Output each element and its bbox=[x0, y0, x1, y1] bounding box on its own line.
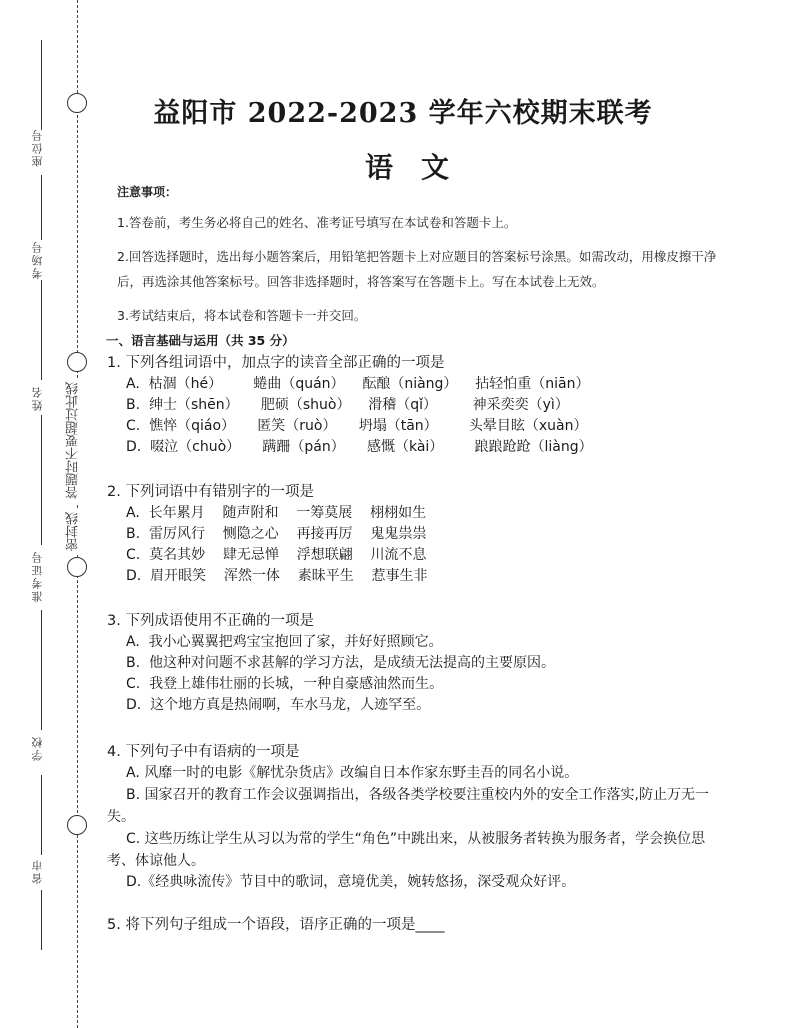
seat-number-label: 座位号 bbox=[31, 128, 44, 167]
binding-hole bbox=[67, 557, 87, 577]
no-writing-notice: 答题时不要超过此线 bbox=[64, 378, 83, 503]
section-heading: 一、语言基础与运用（共 35 分） bbox=[106, 333, 295, 348]
option-b: B. 雷厉风行 恻隐之心 再接再厉 鬼鬼祟祟 bbox=[126, 526, 427, 542]
question-stem: 3. 下列成语使用不正确的一项是 bbox=[107, 613, 314, 629]
option-b: B. 他这种对问题不求甚解的学习方法，是成绩无法提高的主要原因。 bbox=[126, 655, 555, 671]
instruction-item: 2.回答选择题时，选出每小题答案后，用铅笔把答题卡上对应题目的答案标号涂黑。如需改动，用橡皮擦干净后，再选涂其他答案标号。回答非选择题时，将答案写在答题卡上。写在本试卷上无效。 bbox=[117, 249, 717, 289]
option-d: D. 眉开眼笑 浑然一体 素昧平生 惹事生非 bbox=[126, 568, 428, 584]
option-b: B. 绅士（shēn） 肥硕（shuò） 滑稽（qǐ） 神采奕奕（yì） bbox=[126, 397, 569, 413]
option-c: C. 这些历练让学生从习以为常的学生“角色”中跳出来，从被服务者转换为服务者，学会换位思考、体谅他人。 bbox=[107, 831, 706, 869]
margin-line bbox=[41, 775, 42, 855]
seal-line-label: 密封线 bbox=[64, 508, 83, 555]
option-a: A. 我小心翼翼把鸡宝宝抱回了家，并好好照顾它。 bbox=[126, 634, 443, 650]
option-c: C. 憔悴（qiáo） 匿笑（ruò） 坍塌（tān） 头晕目眩（xuàn） bbox=[126, 418, 588, 434]
subject-title: 语 文 bbox=[364, 151, 449, 184]
binding-hole bbox=[67, 352, 87, 372]
option-d: D.《经典咏流传》节目中的歌词，意境优美，婉转悠扬，深受观众好评。 bbox=[126, 874, 576, 890]
option-a: A. 风靡一时的电影《解忧杂货店》改编自日本作家东野圭吾的同名小说。 bbox=[126, 765, 579, 781]
question-stem: 1. 下列各组词语中，加点字的读音全部正确的一项是 bbox=[107, 355, 445, 371]
binding-hole bbox=[67, 815, 87, 835]
exam-room-label: 考场号 bbox=[31, 240, 44, 279]
question-1 bbox=[107, 352, 593, 458]
option-d: D. 啜泣（chuò） 蹒跚（pán） 感慨（kài） 踉踉跄跄（liàng） bbox=[126, 439, 593, 455]
margin-line bbox=[41, 890, 42, 950]
question-stem: 5. 将下列句子组成一个语段，语序正确的一项是____ bbox=[107, 917, 445, 933]
instruction-item: 1.答卷前，考生务必将自己的姓名、准考证号填写在本试卷和答题卡上。 bbox=[117, 215, 517, 230]
option-d: D. 这个地方真是热闹啊，车水马龙，人迹罕至。 bbox=[126, 697, 431, 713]
exam-instructions bbox=[117, 183, 717, 337]
option-c: C. 莫名其妙 肆无忌惮 浮想联翩 川流不息 bbox=[126, 547, 427, 563]
margin-line bbox=[41, 280, 42, 380]
name-label: 姓名 bbox=[31, 385, 44, 411]
question-4 bbox=[107, 741, 717, 893]
admission-number-label: 准考证号 bbox=[31, 550, 44, 602]
option-a: A. 枯涸（hé） 蜷曲（quán） 酝酿（niàng） 拈轻怕重（niān） bbox=[126, 376, 590, 392]
instructions-heading: 注意事项： bbox=[117, 185, 178, 199]
school-label: 学校 bbox=[31, 735, 44, 761]
question-3 bbox=[107, 610, 555, 716]
question-5 bbox=[107, 914, 444, 936]
margin-line bbox=[41, 610, 42, 730]
option-a: A. 长年累月 随声附和 一筹莫展 栩栩如生 bbox=[126, 505, 427, 521]
exam-title: 益阳市 2022-2023 学年六校期末联考 bbox=[153, 98, 653, 129]
option-c: C. 我登上雄伟壮丽的长城，一种自豪感油然而生。 bbox=[126, 676, 444, 692]
margin-line bbox=[41, 415, 42, 545]
question-stem: 4. 下列句子中有语病的一项是 bbox=[107, 744, 300, 760]
question-2 bbox=[107, 481, 428, 587]
question-stem: 2. 下列词语中有错别字的一项是 bbox=[107, 484, 314, 500]
option-b: B. 国家召开的教育工作会议强调指出，各级各类学校要注重校内外的安全工作落实,防止万无一失。 bbox=[107, 787, 709, 825]
instruction-item: 3.考试结束后，将本试卷和答题卡一并交回。 bbox=[117, 308, 367, 323]
province-city-label: 省市 bbox=[31, 858, 44, 884]
